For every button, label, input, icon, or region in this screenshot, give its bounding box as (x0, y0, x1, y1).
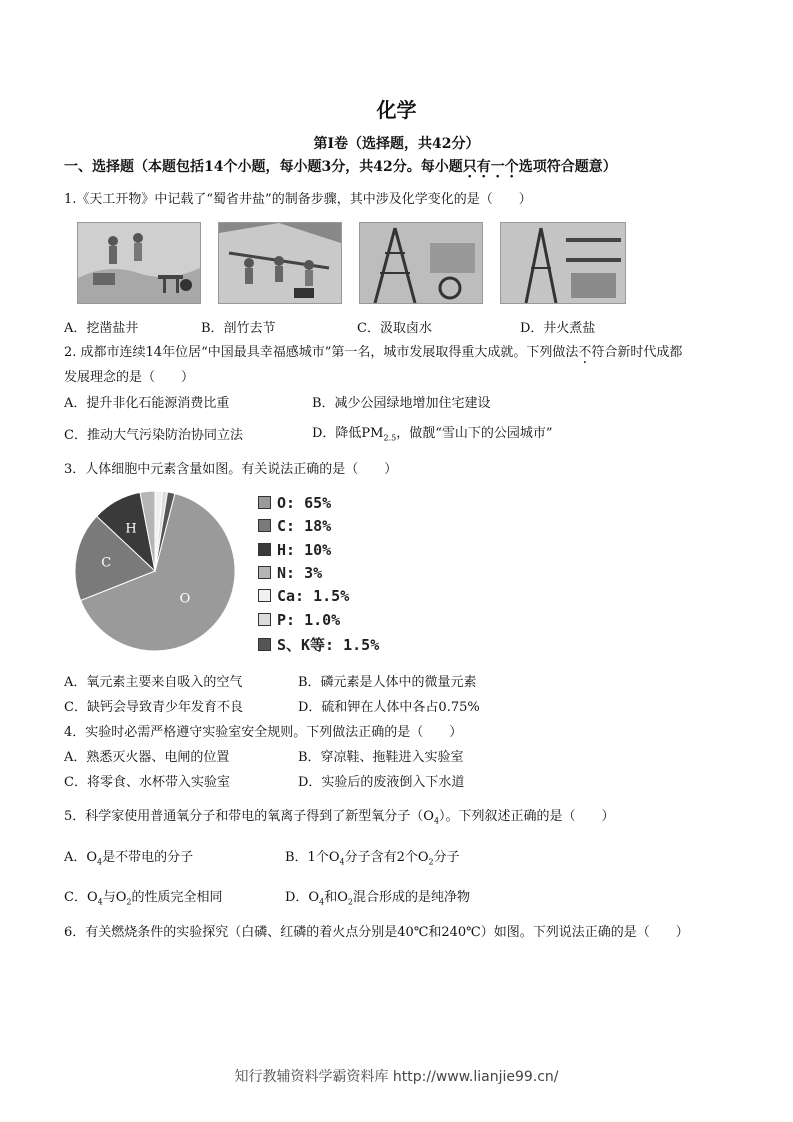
illustration-boiling-salt (500, 222, 626, 304)
dotted-char: 一 (490, 159, 505, 175)
pie-slice-label: C (101, 555, 112, 571)
legend-label: Ca: 1.5% (277, 587, 350, 606)
section-subtitle: 第I卷（选择题，共42分） (313, 136, 480, 152)
legend-label: O: 65% (277, 494, 332, 512)
question-4-stem: 4．实验时必需严格遵守实验室安全规则。下列做法正确的是（ ） (64, 725, 463, 740)
question-4-option-c: C．将零食、水杯带入实验室 (64, 775, 230, 790)
legend-label: S、K等: 1.5% (277, 635, 380, 654)
question-2-option-a: A．提升非化石能源消费比重 (64, 396, 230, 411)
question-3-option-c: C．缺钙会导致青少年发育不良 (64, 700, 243, 715)
element-pie-chart (60, 486, 250, 656)
option-text: B．1个O (285, 850, 340, 865)
question-5-stem (64, 805, 615, 826)
legend-swatch (258, 566, 271, 579)
legend-item (258, 587, 349, 605)
legend-item (258, 494, 331, 512)
question-3-option-a: A．氧元素主要来自吸入的空气 (64, 675, 243, 690)
question-6-stem: 6．有关燃烧条件的实验探究（白磷、红磷的着火点分别是40℃和240℃）如图。下列说法正确的是（ ） (64, 925, 689, 940)
legend-label: N: 3% (277, 563, 323, 582)
legend-swatch (258, 638, 271, 651)
question-3-option-b: B．磷元素是人体中的微量元素 (298, 675, 477, 690)
legend-swatch (258, 519, 271, 532)
legend-label: P: 1.0% (277, 610, 341, 629)
question-5-option-d (285, 886, 470, 907)
dotted-char: 不 (578, 345, 592, 360)
pie-slice-label: O (179, 591, 191, 607)
question-5-stem-pre: 5．科学家使用普通氧分子和带电的氧离子得到了新型氧分子（O (64, 809, 434, 824)
option-text: D．O (285, 890, 320, 905)
question-3-stem: 3．人体细胞中元素含量如图。有关说法正确的是（ ） (64, 462, 398, 477)
legend-swatch (258, 589, 271, 602)
illustration-digging-well (77, 222, 201, 304)
dotted-char: 只 (462, 159, 477, 175)
subscript: 4 (433, 816, 440, 826)
section-heading-pre: 一、选择题（本题包括14个小题，每小题3分，共42分。每小题 (64, 159, 463, 175)
legend-item (258, 634, 379, 655)
dotted-char: 有 (476, 159, 491, 175)
question-5-option-c (64, 886, 222, 907)
question-5-option-b (285, 846, 460, 867)
legend-swatch (258, 543, 271, 556)
question-2-option-d-pre: D．降低PM (312, 426, 384, 441)
option-text: 分子含有2个O (344, 850, 429, 865)
question-2-option-b: B．减少公园绿地增加住宅建设 (312, 396, 491, 411)
legend-label: H: 10% (277, 540, 332, 559)
option-text: 和O (324, 890, 348, 905)
question-2-option-d (312, 422, 553, 443)
question-4-option-b: B．穿凉鞋、拖鞋进入实验室 (298, 750, 464, 765)
question-3-option-d: D．硫和钾在人体中各占0.75% (298, 700, 480, 715)
legend-item (258, 564, 322, 582)
subscript: 2 (347, 897, 353, 907)
question-5-option-a (64, 846, 193, 867)
question-2-option-c: C．推动大气污染防治协同立法 (64, 428, 243, 443)
section-heading (64, 156, 617, 176)
legend-item (258, 517, 331, 535)
illustration-cutting-bamboo (218, 222, 342, 304)
question-2-stem-pre: 2. 成都市连续14年位居“中国最具幸福感城市”第一名，城市发展取得重大成就。下列做法 (64, 345, 579, 360)
option-text: 与O (102, 890, 127, 905)
subscript: 2 (126, 897, 132, 907)
subscript: 4 (319, 897, 325, 907)
question-1-option-a: A．挖凿盐井 (64, 321, 139, 336)
pie-slice-label: H (125, 521, 137, 537)
option-text: 混合形成的是纯净物 (352, 890, 470, 905)
section-heading-post: 选项符合题意） (518, 159, 617, 175)
subscript: 4 (97, 857, 103, 867)
subscript: 4 (97, 897, 103, 907)
option-text: 是不带电的分子 (102, 850, 194, 865)
question-2-stem (64, 341, 682, 360)
legend-swatch (258, 496, 271, 509)
option-text: A．O (64, 850, 98, 865)
question-5-stem-post: ）。下列叙述正确的是（ ） (439, 809, 615, 824)
subscript: 4 (339, 857, 345, 867)
question-1-option-d: D．井火煮盐 (520, 321, 596, 336)
question-1-option-b: B．剖竹去节 (201, 321, 276, 336)
question-4-option-d: D．实验后的废液倒入下水道 (298, 775, 465, 790)
question-2-stem-line2: 发展理念的是（ ） (64, 370, 195, 385)
question-1-stem: 1.《天工开物》中记载了“蜀省井盐”的制备步骤，其中涉及化学变化的是（ ） (64, 192, 532, 207)
question-4-option-a: A．熟悉灭火器、电闸的位置 (64, 750, 230, 765)
page-title: 化学 (376, 98, 417, 122)
legend-label: C: 18% (277, 517, 332, 536)
option-text: 的性质完全相同 (131, 890, 223, 905)
legend-item (258, 541, 331, 559)
question-2-stem-post: 符合新时代成都 (591, 345, 683, 360)
option-text: C．O (64, 890, 98, 905)
legend-swatch (258, 613, 271, 626)
illustration-drawing-brine (359, 222, 483, 304)
page-footer: 知行教辅资料学霸资料库 http://www.lianjie99.cn/ (234, 1069, 559, 1085)
option-text: 分子 (433, 850, 460, 865)
subscript: 2 (428, 857, 434, 867)
dotted-char: 个 (504, 159, 519, 175)
question-1-option-c: C．汲取卤水 (357, 321, 432, 336)
question-2-option-d-post: ，做靓“雪山下的公园城市” (396, 426, 553, 441)
subscript: 2.5 (383, 433, 397, 443)
legend-item (258, 611, 340, 629)
